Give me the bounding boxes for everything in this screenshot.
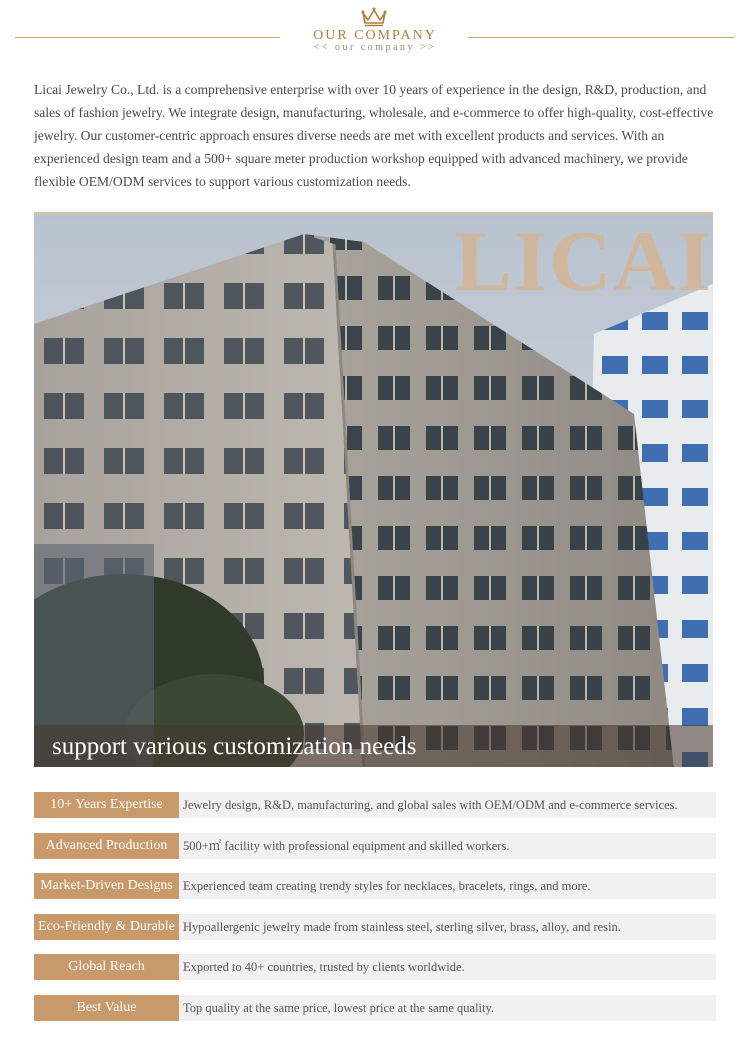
feature-text: Top quality at the same price, lowest price at the same quality.	[179, 995, 716, 1021]
feature-row	[34, 833, 716, 859]
feature-text: Experienced team creating trendy styles for necklaces, bracelets, rings, and more.	[179, 873, 716, 899]
feature-label: 10+ Years Expertise	[34, 792, 179, 818]
section-header	[0, 0, 750, 60]
feature-label: Eco-Friendly & Durable	[34, 914, 179, 940]
feature-label: Global Reach	[34, 954, 179, 980]
company-building-photo	[34, 212, 713, 767]
feature-list	[34, 792, 716, 1035]
feature-label: Best Value	[34, 995, 179, 1021]
feature-label: Advanced Production	[34, 833, 179, 859]
feature-text: Hypoallergenic jewelry made from stainless steel, sterling silver, brass, alloy, and resin.	[179, 914, 716, 940]
photo-caption: support various customization needs	[52, 733, 417, 760]
feature-text: Exported to 40+ countries, trusted by clients worldwide.	[179, 954, 716, 980]
feature-text: Jewelry design, R&D, manufacturing, and global sales with OEM/ODM and e-commerce services.	[179, 792, 716, 818]
feature-row	[34, 792, 716, 818]
crown-icon	[360, 7, 388, 27]
company-intro: Licai Jewelry Co., Ltd. is a comprehensive enterprise with over 10 years of experience in the design, R&D, production, and sales of fashion jewelry. We integrate design, manufacturing, wholesale, and e-commerce to offer high-quality, cost-effective jewelry. Our customer-centric approach ensures diverse needs are met with excellent products and services. With an experienced design team and a 500+ square meter production workshop equipped with advanced machinery, we provide flexible OEM/ODM services to support various customization needs.	[34, 82, 714, 189]
feature-row	[34, 995, 716, 1021]
feature-row	[34, 954, 716, 980]
feature-row	[34, 914, 716, 940]
feature-text: 500+㎡ facility with professional equipment and skilled workers.	[179, 833, 716, 859]
feature-row	[34, 873, 716, 899]
header-subtitle: << our company >>	[313, 42, 437, 53]
feature-label: Market-Driven Designs	[34, 873, 179, 899]
licai-watermark: LICAI	[454, 213, 713, 309]
header-title: OUR COMPANY	[313, 28, 437, 43]
